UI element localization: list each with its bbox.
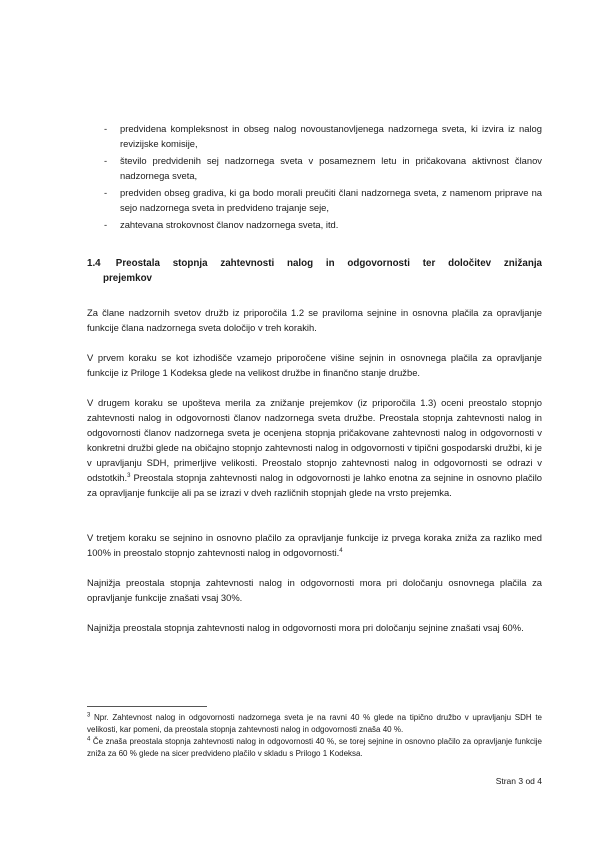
list-item: - predviden obseg gradiva, ki ga bodo morali preučiti člani nadzornega sveta, z namenom priprave na sejo nadzornega sveta in predvideno trajanje seje, (104, 187, 542, 213)
footnotes (87, 712, 542, 760)
footnote-ref[interactable]: 3 (127, 472, 131, 479)
paragraph: Najnižja preostala stopnja zahtevnosti nalog in odgovornosti mora pri določanju osnovnega plačila za opravljanje funkcije znašati vsaj 30%. (87, 577, 542, 603)
list-item: - predvidena kompleksnost in obseg nalog novoustanovljenega nadzornega sveta, ki izvira iz nalog revizijske komisije, (104, 123, 542, 149)
section-number: 1.4 (87, 258, 101, 269)
paragraph: V drugem koraku se upošteva merila za znižanje prejemkov (iz priporočila 1.3) oceni preostalo stopnjo zahtevnosti nalog in odgovornosti članov nadzornega sveta družbe. Preostala stopnja zahtevnosti nalog in odgovornosti članov nadzornega sveta je ocenjena stopnja pričakovane zahtevnosti nalog in odgovornosti v konkretni družbi glede na običajno stopnjo zahtevnosti nalog in odgovornosti v tipični gospodarski družbi, ki je v upravljanju SDH, primerljive velikosti. Preostalo stopnjo zahtevnosti nalog in odgovornosti se odrazi v odstotkih.$^3$ Preostala stopnja zahtevnosti nalog in odgovornosti je lahko enotna za sejnine in osnovno plačilo za opravljanje funkcije ali pa se izrazi v dveh različnih stopnjah glede na vrsto prejemka. (87, 397, 542, 498)
page-number: Stran 3 od 4 (495, 776, 542, 786)
footnote-divider (87, 706, 207, 707)
paragraph: V prvem koraku se kot izhodišče vzamejo priporočene višine sejnin in osnovnega plačila za opravljanje funkcije iz Priloge 1 Kodeksa glede na velikost družbe in finančno stanje družbe. (87, 352, 542, 378)
section-title: Preostala stopnja zahtevnosti nalog in odgovornosti ter določitev znižanja (115, 258, 542, 269)
section-heading (87, 256, 542, 286)
bullet-dash: - (104, 155, 108, 166)
bullet-list (90, 121, 542, 234)
paragraph: Za člane nadzornih svetov družb iz priporočila 1.2 se praviloma sejnine in osnovna plačila za opravljanje funkcije člana nadzornega sveta določijo v treh korakih. (87, 307, 542, 333)
bullet-dash: - (104, 123, 108, 134)
list-item: - število predvidenih sej nadzornega sveta v posameznem letu in pričakovana aktivnost članov nadzornega sveta, (104, 155, 542, 181)
list-item: - zahtevana strokovnost članov nadzornega sveta, itd. (104, 219, 339, 230)
paragraph: V tretjem koraku se sejnino in osnovno plačilo za opravljanje funkcije iz prvega koraka zniža za razliko med 100% in preostalo stopnjo zahtevnosti nalog in odgovornosti.$^4$ (87, 532, 542, 558)
section-title-continuation: prejemkov (103, 273, 153, 284)
footnote: $^3$ Npr. Zahtevnost nalog in odgovornosti nadzornega sveta je na ravni 40 % glede na tipično družbo v upravljanju SDH te velikosti, kar pomeni, da preostala stopnja zahtevnosti nalog in odgovornosti znaša 40 %. (87, 712, 542, 734)
paragraph: Najnižja preostala stopnja zahtevnosti nalog in odgovornosti mora pri določanju sejnine znašati vsaj 60%. (87, 622, 524, 633)
bullet-dash: - (104, 219, 108, 230)
footnote-ref[interactable]: 4 (339, 547, 343, 554)
bullet-dash: - (104, 187, 108, 198)
footnote: $^4$ Če znaša preostala stopnja zahtevnosti nalog in odgovornosti 40 %, se torej sejnine in osnovno plačilo za opravljanje funkcije zniža za 60 % glede na sicer predvideno plačilo v skladu s Prilogo 1 Kodeksa. (87, 736, 542, 758)
